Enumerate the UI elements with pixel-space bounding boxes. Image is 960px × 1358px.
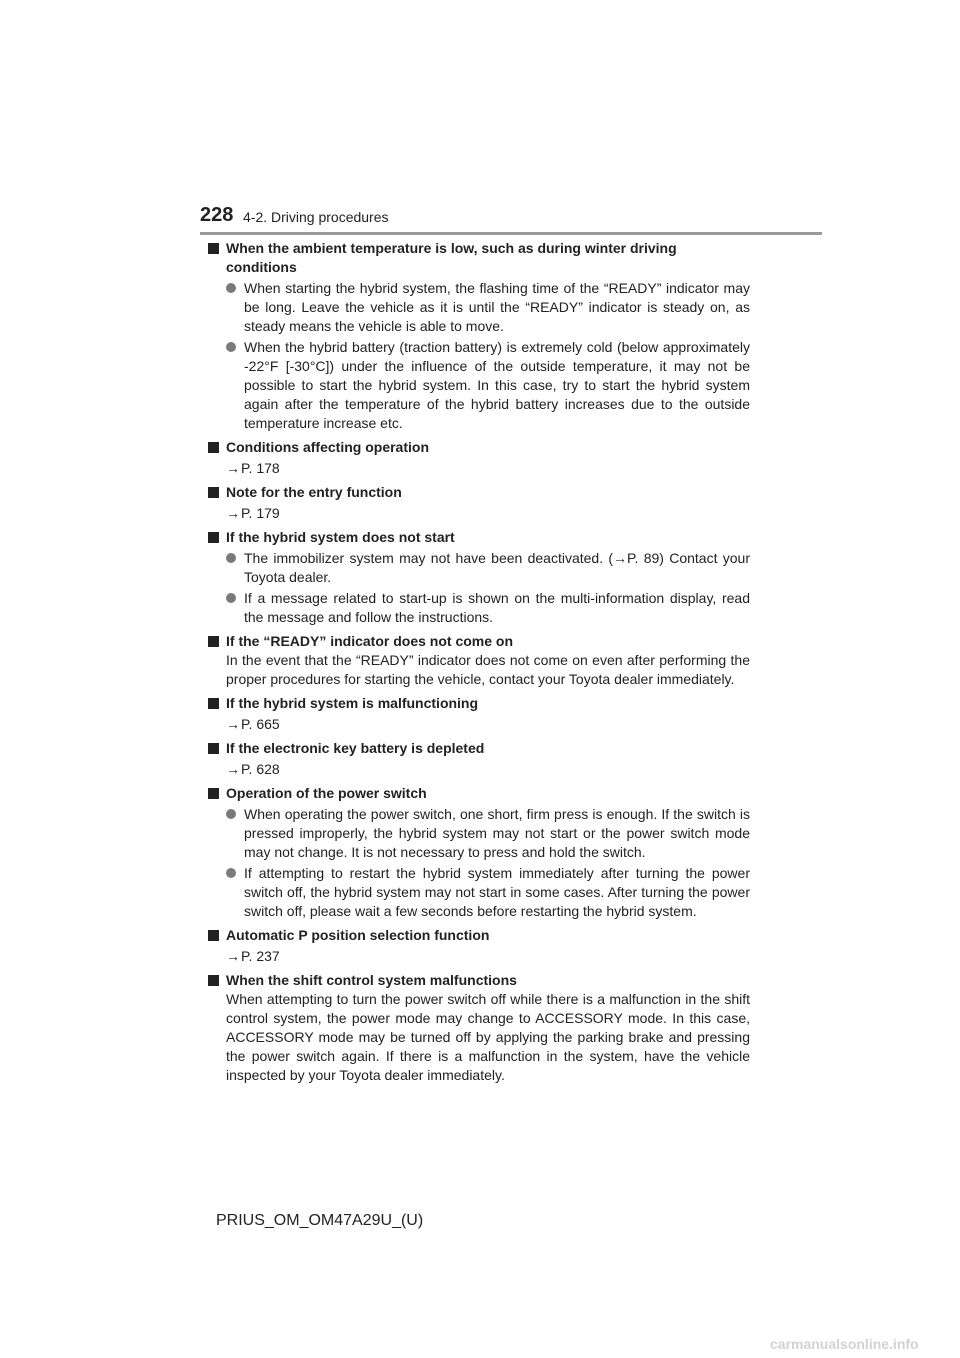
bullet-item xyxy=(226,864,750,921)
section-heading xyxy=(208,971,750,990)
section-block xyxy=(208,971,750,1085)
round-bullet-icon xyxy=(226,283,236,293)
section-heading xyxy=(208,438,750,457)
bullet-text: When starting the hybrid system, the flashing time of the “READY” indicator may be long. Leave the vehicle as it is until the “READY” indicator is steady on, as steady means the vehicle is able to move. xyxy=(244,280,750,334)
square-bullet-icon xyxy=(208,743,219,754)
section-block xyxy=(208,239,750,433)
section-heading-text: Note for the entry function xyxy=(226,484,402,500)
section-heading-text: If the hybrid system does not start xyxy=(226,529,455,545)
section-heading xyxy=(208,483,750,502)
section-block xyxy=(208,784,750,921)
section-heading-text: If the hybrid system is malfunctioning xyxy=(226,695,479,711)
page-reference xyxy=(226,504,750,523)
section-heading xyxy=(208,694,750,713)
section-body xyxy=(208,549,750,627)
arrow-right-icon: → xyxy=(226,505,240,521)
bullet-item xyxy=(226,589,750,627)
section-paragraph: When attempting to turn the power switch off while there is a malfunction in the shift control system, the power mode may change to ACCESSORY mode. In this case, ACCESSORY mode may be turned off by applying the parking brake and pressing the power switch again. If there is a malfunction in the system, have the vehicle inspected by your Toyota dealer immediately. xyxy=(226,991,750,1083)
section-title: 4-2. Driving procedures xyxy=(243,209,389,225)
bullet-item xyxy=(226,279,750,336)
bullet-item xyxy=(226,805,750,862)
section-heading-text: Conditions affecting operation xyxy=(226,439,429,455)
section-block xyxy=(208,632,750,689)
section-heading xyxy=(208,528,750,547)
round-bullet-icon xyxy=(226,342,236,352)
bullet-text: When the hybrid battery (traction battery) is extremely cold (below approximately -22°F [-30°C]) under the influence of the outside temperature, it may not be possible to start the hybrid system. In this case, try to start the hybrid system again after the temperature of the hybrid battery increases due to the outside temperature increase etc. xyxy=(244,339,750,431)
section-block xyxy=(208,694,750,734)
section-block xyxy=(208,739,750,779)
bullet-item xyxy=(226,338,750,433)
page-reference-link: P. 237 xyxy=(241,948,280,964)
section-heading xyxy=(208,632,750,651)
page-reference xyxy=(226,715,750,734)
page-number: 228 xyxy=(200,204,234,226)
section-heading-text: If the “READY” indicator does not come on xyxy=(226,633,514,649)
arrow-right-icon: → xyxy=(226,761,240,777)
section-heading xyxy=(208,739,750,758)
square-bullet-icon xyxy=(208,636,219,647)
bullet-text: If attempting to restart the hybrid system immediately after turning the power switch off, the hybrid system may not start in some cases. After turning the power switch off, please wait a few seconds before restarting the hybrid system. xyxy=(244,865,750,919)
section-body xyxy=(208,805,750,921)
section-heading xyxy=(208,784,750,803)
bullet-text: The immobilizer system may not have been deactivated. (→P. 89) Contact your Toyota dealer. xyxy=(244,550,750,585)
square-bullet-icon xyxy=(208,442,219,453)
section-heading-text: When the shift control system malfunctions xyxy=(226,972,517,988)
arrow-right-icon: → xyxy=(226,716,240,732)
section-body xyxy=(208,459,750,478)
section-block xyxy=(208,528,750,627)
page-content xyxy=(208,239,750,1090)
bullet-item xyxy=(226,549,750,587)
section-block xyxy=(208,438,750,478)
section-body xyxy=(208,651,750,689)
page-reference-link: P. 179 xyxy=(241,505,280,521)
round-bullet-icon xyxy=(226,593,236,603)
section-body xyxy=(208,947,750,966)
page-reference-link: P. 628 xyxy=(241,761,280,777)
section-body xyxy=(208,715,750,734)
square-bullet-icon xyxy=(208,975,219,986)
round-bullet-icon xyxy=(226,809,236,819)
header-rule xyxy=(200,232,822,235)
watermark: carmanualsonline.info xyxy=(770,1336,919,1352)
square-bullet-icon xyxy=(208,930,219,941)
square-bullet-icon xyxy=(208,532,219,543)
section-heading xyxy=(208,239,750,277)
bullet-text: If a message related to start-up is shown on the multi-information display, read the message and follow the instructions. xyxy=(244,590,750,625)
page-reference-link: P. 665 xyxy=(241,716,280,732)
square-bullet-icon xyxy=(208,788,219,799)
bullet-text: When operating the power switch, one short, firm press is enough. If the switch is pressed improperly, the hybrid system may not start or the power switch mode may not change. It is not necessary to press and hold the switch. xyxy=(244,806,750,860)
page-reference xyxy=(226,760,750,779)
arrow-right-icon: → xyxy=(226,948,240,964)
page-reference xyxy=(226,947,750,966)
section-heading-text: When the ambient temperature is low, such as during winter driving conditions xyxy=(226,240,677,275)
section-body xyxy=(208,504,750,523)
section-heading-text: Operation of the power switch xyxy=(226,785,427,801)
doc-code: PRIUS_OM_OM47A29U_(U) xyxy=(216,1212,424,1229)
page-reference xyxy=(226,459,750,478)
section-heading xyxy=(208,926,750,945)
section-body xyxy=(208,760,750,779)
section-heading-text: Automatic P position selection function xyxy=(226,927,490,943)
arrow-right-icon: → xyxy=(226,460,240,476)
square-bullet-icon xyxy=(208,487,219,498)
section-body xyxy=(208,279,750,433)
section-block xyxy=(208,926,750,966)
square-bullet-icon xyxy=(208,698,219,709)
round-bullet-icon xyxy=(226,553,236,563)
section-block xyxy=(208,483,750,523)
square-bullet-icon xyxy=(208,243,219,254)
round-bullet-icon xyxy=(226,868,236,878)
section-body xyxy=(208,990,750,1085)
page-reference-link: P. 178 xyxy=(241,460,280,476)
section-paragraph: In the event that the “READY” indicator does not come on even after performing the proper procedures for starting the vehicle, contact your Toyota dealer immediately. xyxy=(226,652,750,687)
section-heading-text: If the electronic key battery is depleted xyxy=(226,740,485,756)
